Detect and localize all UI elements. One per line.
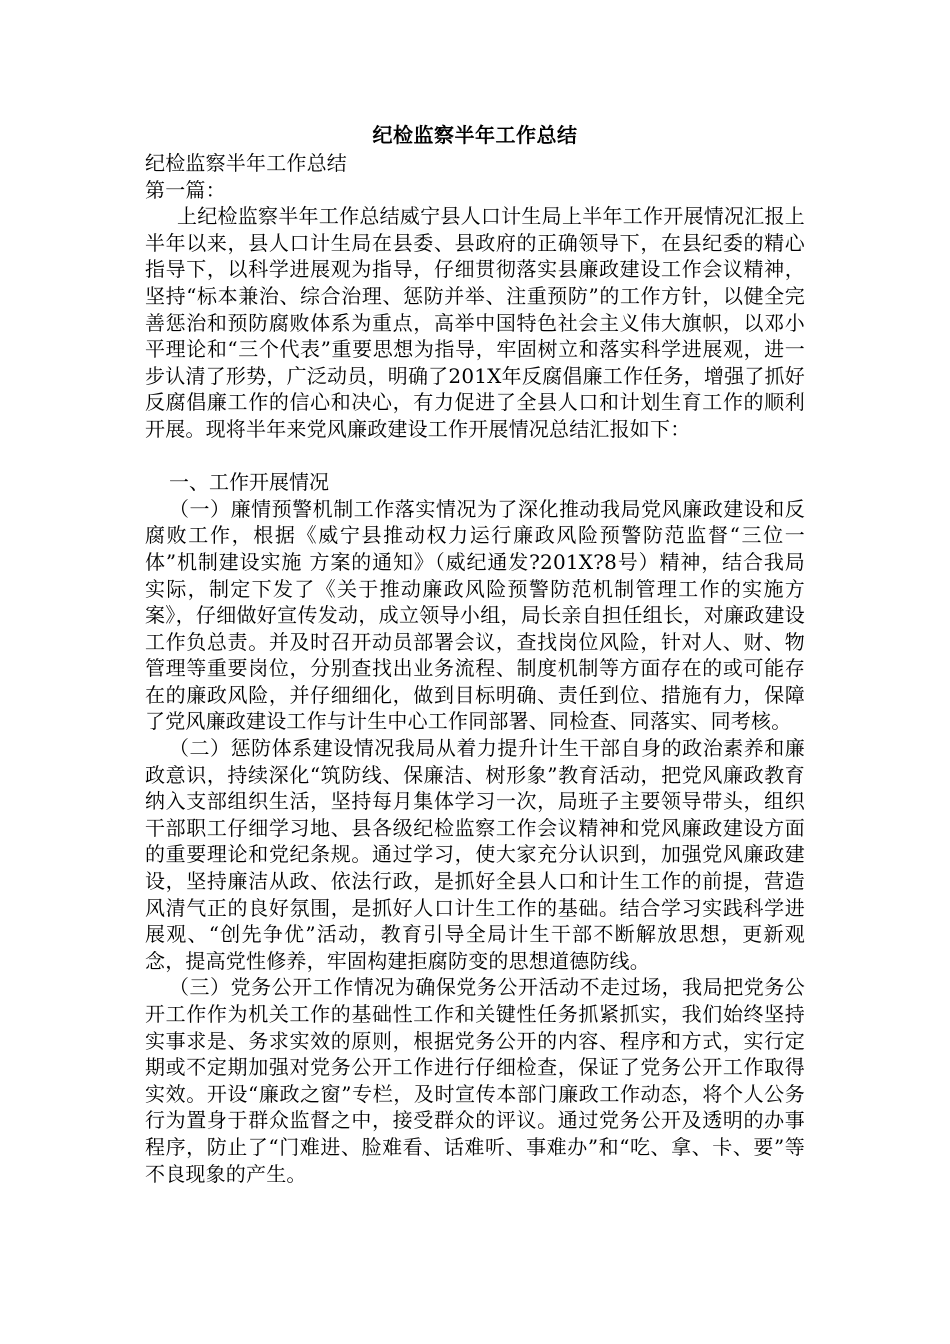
paragraph-gap [145, 443, 805, 470]
item-paragraph-3: （三）党务公开工作情况为确保党务公开活动不走过场，我局把党务公开工作作为机关工作的基础性工作和关键性任务抓紧抓实，我们始终坚持实事求是、务求实效的原则，根据党务公开的内容、程序和方式，实行定期或不定期加强对党务公开工作进行仔细检查，保证了党务公开工作取得实效。开设“廉政之窗”专栏，及时宣传本部门廉政工作动态，将个人公务行为置身于群众监督之中，接受群众的评议。通过党务公开及透明的办事程序，防止了“门难进、脸难看、话难听、事难办”和“吃、拿、卡、要”等不良现象的产生。 [145, 975, 805, 1186]
section-heading: 一、工作开展情况 [169, 470, 329, 495]
document-title: 纪检监察半年工作总结 [372, 123, 578, 147]
item-paragraph-1: （一）廉情预警机制工作落实情况为了深化推动我局党风廉政建设和反腐败工作，根据《威宁县推动权力运行廉政风险预警防范监督“三位一体”机制建设实施 方案的通知》（威纪通发?201X?8号）精神，结合我局实际，制定下发了《关于推动廉政风险预警防范机制管理工作的实施方案》，仔细做好宣传发动，成立领导小组，局长亲自担任组长，对廉政建设工作负总责。并及时召开动员部署会议，查找岗位风险，针对人、财、物管理等重要岗位，分别查找出业务流程、制度机制等方面存在的或可能存在的廉政风险，并仔细细化，做到目标明确、责任到位、措施有力，保障了党风廉政建设工作与计生中心工作同部署、同检查、同落实、同考核。 [145, 496, 805, 734]
intro-paragraph: 上纪检监察半年工作总结威宁县人口计生局上半年工作开展情况汇报上半年以来，县人口计生局在县委、县政府的正确领导下，在县纪委的精心指导下，以科学进展观为指导，仔细贯彻落实县廉政建设工作会议精神，坚持“标本兼治、综合治理、惩防并举、注重预防”的工作方针，以健全完善惩治和预防腐败体系为重点，高举中国特色社会主义伟大旗帜，以邓小平理论和“三个代表”重要思想为指导，牢固树立和落实科学进展观，进一步认清了形势，广泛动员，明确了201X年反腐倡廉工作任务，增强了抓好反腐倡廉工作的信心和决心，有力促进了全县人口和计划生育工作的顺利开展。现将半年来党风廉政建设工作开展情况总结汇报如下： [145, 204, 805, 441]
document-subtitle: 纪检监察半年工作总结 [145, 151, 347, 175]
document-page [145, 122, 805, 1187]
part-label: 第一篇： [145, 177, 226, 202]
item-paragraph-2: （二）惩防体系建设情况我局从着力提升计生干部自身的政治素养和廉政意识，持续深化“筑防线、保廉洁、树形象”教育活动，把党风廉政教育纳入支部组织生活，坚持每月集体学习一次，局班子主要领导带头，组织干部职工仔细学习地、县各级纪检监察工作会议精神和党风廉政建设方面的重要理论和党纪条规。通过学习，使大家充分认识到，加强党风廉政建设，坚持廉洁从政、依法行政，是抓好全县人口和计生工作的前提，营造风清气正的良好氛围，是抓好人口计生工作的基础。结合学习实践科学进展观、“创先争优”活动，教育引导全局计生干部不断解放思想，更新观念，提高党性修养，牢固构建拒腐防变的思想道德防线。 [145, 736, 805, 973]
